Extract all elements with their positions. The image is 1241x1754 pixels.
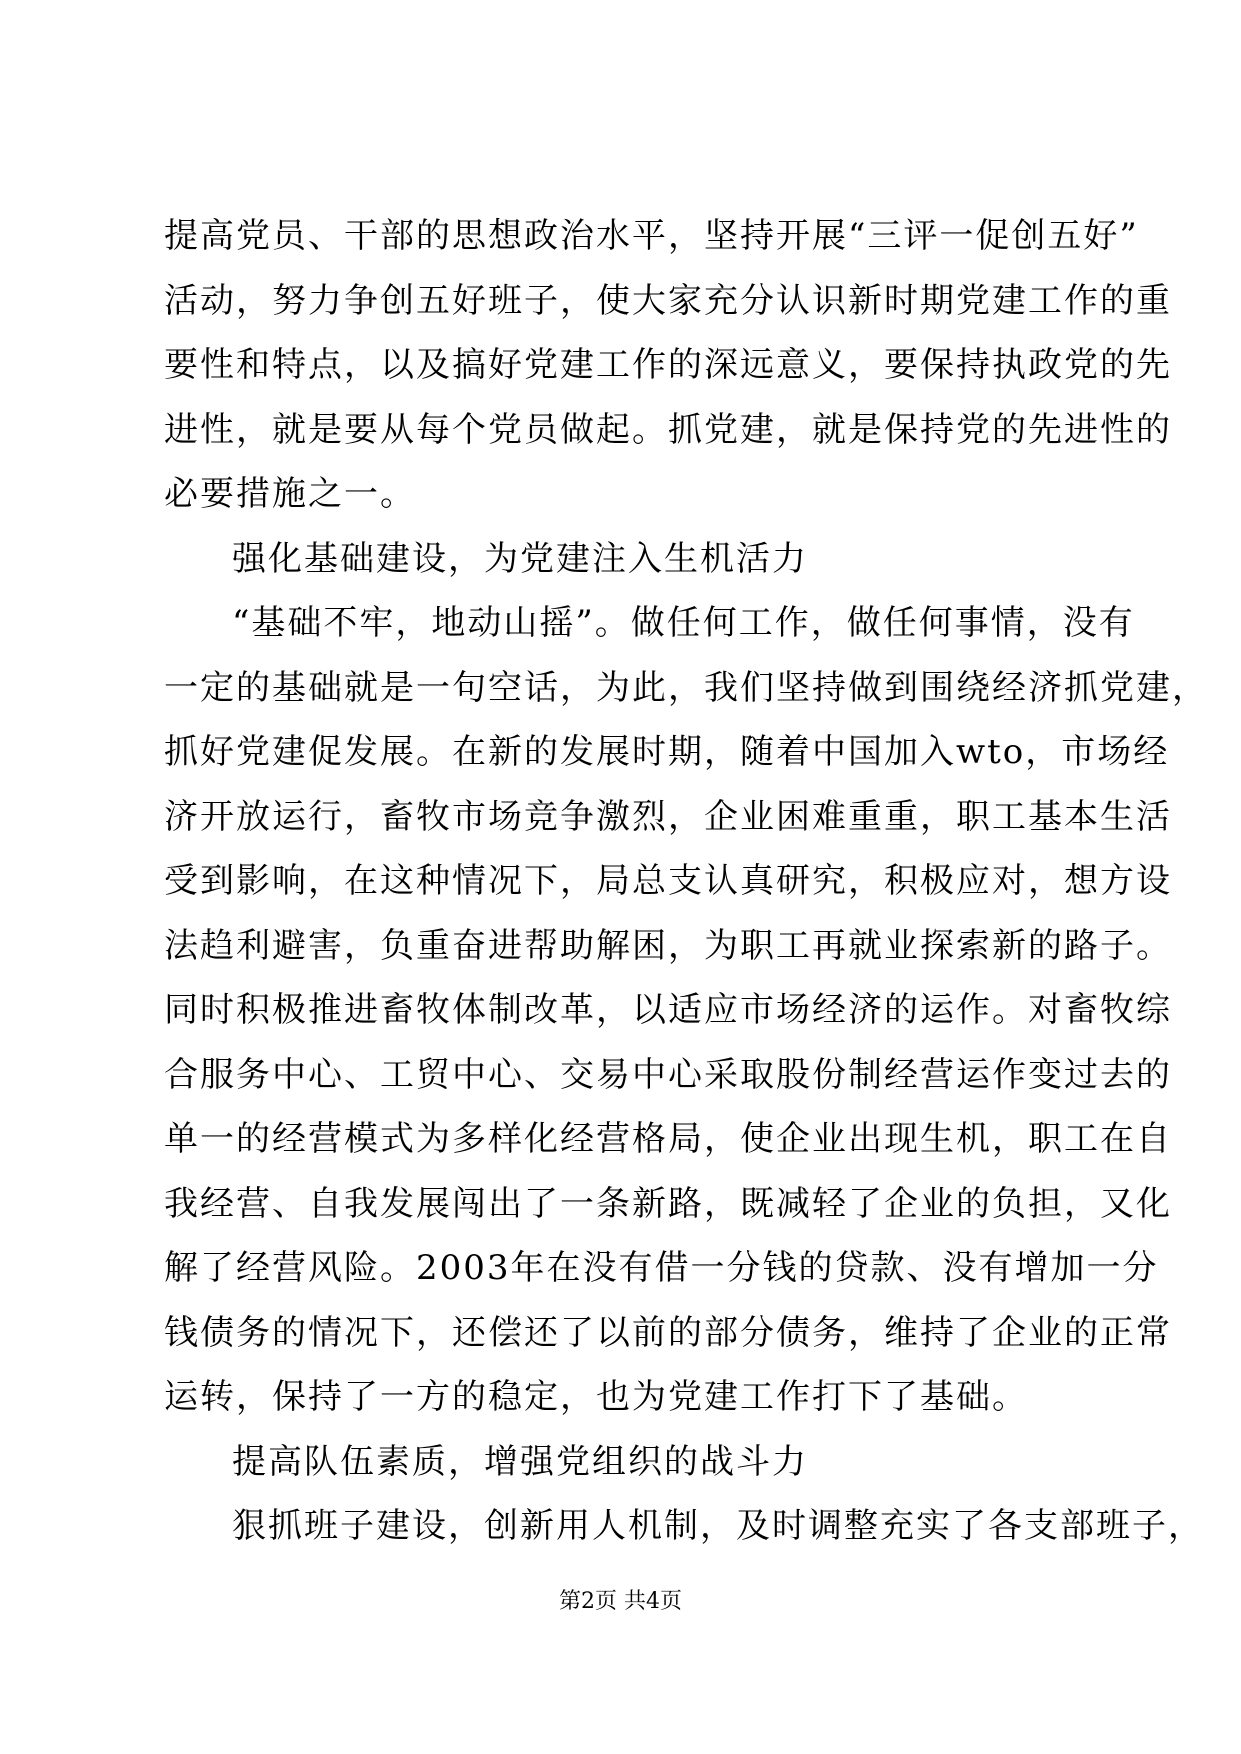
- paragraph-line: 钱债务的情况下，还偿还了以前的部分债务，维持了企业的正常: [164, 1312, 1172, 1353]
- section-heading: 提高队伍素质，增强党组织的战斗力: [232, 1441, 808, 1482]
- paragraph-line: 单一的经营模式为多样化经营格局，使企业出现生机，职工在自: [164, 1119, 1172, 1159]
- paragraph-line: 合服务中心、工贸中心、交易中心采取股份制经营运作变过去的: [164, 1054, 1172, 1095]
- paragraph-line: “基础不牢，地动山摇”。做任何工作，做任何事情，没有: [232, 603, 1135, 643]
- paragraph-line: 必要措施之一。: [164, 474, 416, 514]
- paragraph-line: 抓好党建促发展。在新的发展时期，随着中国加入wto，市场经: [164, 732, 1170, 772]
- paragraph-line: 提高党员、干部的思想政治水平，坚持开展“三评一促创五好”: [164, 216, 1139, 256]
- paragraph-line: 受到影响，在这种情况下，局总支认真研究，积极应对，想方设: [164, 861, 1172, 901]
- paragraph-line: 运转，保持了一方的稳定，也为党建工作打下了基础。: [164, 1377, 1028, 1417]
- document-body: [164, 204, 1208, 1559]
- paragraph-line: 进性，就是要从每个党员做起。抓党建，就是保持党的先进性的: [164, 409, 1172, 450]
- paragraph-line: 活动，努力争创五好班子，使大家充分认识新时期党建工作的重: [164, 280, 1172, 321]
- section-heading: 强化基础建设，为党建注入生机活力: [232, 538, 808, 579]
- paragraph-line: 济开放运行，畜牧市场竞争激烈，企业困难重重，职工基本生活: [164, 796, 1172, 837]
- paragraph-line: 一定的基础就是一句空话，为此，我们坚持做到围绕经济抓党建，: [164, 667, 1208, 708]
- paragraph-line: 要性和特点，以及搞好党建工作的深远意义，要保持执政党的先: [164, 345, 1172, 385]
- paragraph-line: 狠抓班子建设，创新用人机制，及时调整充实了各支部班子，: [232, 1506, 1204, 1546]
- paragraph-line: 同时积极推进畜牧体制改革，以适应市场经济的运作。对畜牧综: [164, 990, 1172, 1030]
- paragraph-line: 我经营、自我发展闯出了一条新路，既减轻了企业的负担，又化: [164, 1183, 1172, 1224]
- paragraph-line: 法趋利避害，负重奋进帮助解困，为职工再就业探索新的路子。: [164, 925, 1172, 966]
- paragraph-line: 解了经营风险。2003年在没有借一分钱的贷款、没有增加一分: [164, 1248, 1159, 1288]
- page-footer: 第2页 共4页: [559, 1589, 682, 1614]
